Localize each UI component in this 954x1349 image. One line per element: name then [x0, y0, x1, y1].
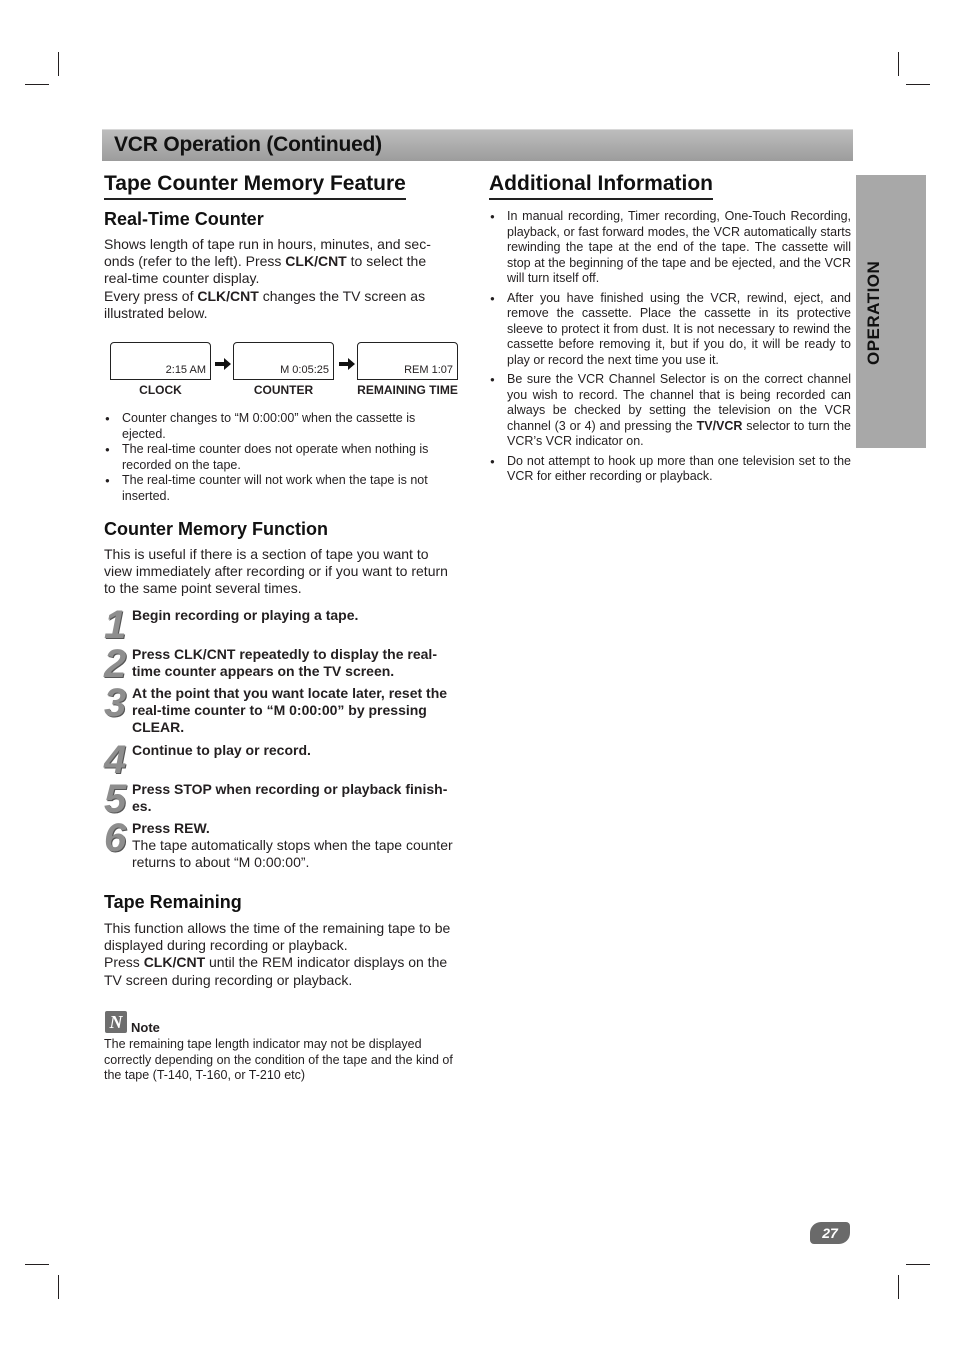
- additional-info-list: [489, 209, 851, 489]
- side-tab-label: OPERATION: [864, 260, 883, 366]
- step-number: 5: [104, 777, 125, 821]
- step-text: [132, 781, 467, 815]
- step-number: 2: [104, 642, 125, 686]
- text-line: Continue to play or record.: [132, 742, 311, 758]
- text-line: [104, 288, 474, 305]
- text-line: illustrated below.: [104, 304, 208, 321]
- screen-value: REM 1:07: [404, 364, 453, 376]
- arrow-right-icon: [215, 358, 231, 370]
- list-item: [489, 372, 851, 450]
- text-span: In manual recording, Timer recording, One-Touch Recording, playback, or fast forward modes, the VCR automatically starts rewinding the tape at the end of the tape. The cassette will stop at the beginning of the tape and be ejected, and the VCR will turn itself off.: [507, 209, 851, 285]
- text-span: changes the TV screen as: [258, 287, 426, 304]
- text-line: returns to about “M 0:00:00”.: [132, 854, 310, 871]
- tv-screen-counter: [233, 342, 334, 380]
- text-line: inserted.: [122, 488, 170, 503]
- crop-mark: [25, 84, 49, 85]
- heading-tape-remaining: Tape Remaining: [104, 892, 242, 912]
- list-item: [489, 291, 851, 369]
- note-icon: N: [105, 1011, 127, 1033]
- remaining-paragraph: [104, 920, 474, 989]
- text-span: Every press of: [104, 287, 198, 304]
- step-text: [132, 820, 467, 837]
- text-line: TV screen during recording or playback.: [104, 971, 353, 988]
- step-number: 1: [104, 603, 125, 647]
- text-line: Press REW.: [132, 820, 210, 836]
- step-text: [132, 742, 467, 759]
- screen-value: 2:15 AM: [165, 364, 206, 376]
- key-name: CLK/CNT: [197, 287, 259, 304]
- text-line: ● The real-time counter does not operate when nothing is: [122, 442, 429, 456]
- text-line: the tape (T-140, T-160, or T-210 etc): [104, 1068, 306, 1083]
- text-line: CLEAR.: [132, 719, 185, 736]
- text-line: real-time counter display.: [104, 270, 260, 287]
- text-line: view immediately after recording or if you want to return: [104, 563, 448, 580]
- crop-mark: [898, 1275, 899, 1299]
- real-time-paragraph: [104, 236, 474, 322]
- step-number: 4: [104, 738, 125, 782]
- text-line: The remaining tape length indicator may not be displayed: [104, 1037, 422, 1051]
- text-line: [104, 954, 474, 971]
- text-line: This function allows the time of the remaining tape to be: [104, 920, 451, 936]
- heading-real-time-counter: Real-Time Counter: [104, 209, 264, 229]
- step-text: [132, 685, 467, 737]
- banner-title: VCR Operation (Continued): [114, 133, 382, 156]
- list-item: [104, 411, 464, 442]
- text-line: Begin recording or playing a tape.: [132, 607, 359, 623]
- screen-value: M 0:05:25: [280, 364, 329, 376]
- section-banner: [102, 129, 853, 161]
- list-item: [489, 454, 851, 485]
- step-number: 6: [104, 816, 125, 860]
- crop-mark: [906, 84, 930, 85]
- tv-screen-clock: [110, 342, 211, 380]
- list-item: [104, 442, 464, 473]
- text-line: Press CLK/CNT repeatedly to display the real-: [132, 646, 437, 662]
- text-line: time counter appears on the TV screen.: [132, 663, 395, 680]
- text-span: After you have finished using the VCR, rewind, eject, and remove the cassette. Place the cassette in its protective sleeve to protect it from dust. It is not necessary to rewind the cassette before removing it, but if you do, it will be ready to play or record the next time you use it.: [507, 290, 851, 367]
- key-name: CLK/CNT: [285, 253, 347, 270]
- note-label: Note: [131, 1020, 160, 1035]
- screen-label-remaining: REMAINING TIME: [357, 383, 458, 397]
- text-span: to select the: [346, 253, 427, 270]
- screen-label-counter: COUNTER: [253, 383, 314, 397]
- screen-label-clock: CLOCK: [139, 383, 182, 397]
- text-span: selector to turn the VCR’s VCR indicator on.: [507, 418, 851, 448]
- text-span: until the REM indicator displays on the: [205, 954, 448, 971]
- key-name: TV/VCR: [696, 418, 743, 433]
- text-line: real-time counter to “M 0:00:00” by pressing: [132, 702, 427, 719]
- step-text: [132, 646, 467, 680]
- text-line: ● Counter changes to “M 0:00:00” when the cassette is: [122, 411, 416, 425]
- step-subtext: [132, 837, 472, 871]
- text-line: This is useful if there is a section of tape you want to: [104, 546, 429, 562]
- crop-mark: [906, 1264, 930, 1265]
- tv-screen-remaining: [357, 342, 458, 380]
- crop-mark: [58, 1275, 59, 1299]
- page-number: 27: [810, 1222, 850, 1244]
- text-span: Do not attempt to hook up more than one television set to the VCR for either recording or playback.: [507, 453, 851, 483]
- heading-tape-counter-memory: Tape Counter Memory Feature: [104, 171, 406, 200]
- heading-additional-information: Additional Information: [489, 171, 713, 200]
- text-line: to the same point several times.: [104, 580, 302, 597]
- crop-mark: [898, 52, 899, 76]
- text-line: ● The real-time counter will not work when the tape is not: [122, 473, 428, 487]
- text-line: [104, 253, 474, 270]
- text-line: correctly depending on the condition of the tape and the kind of: [104, 1052, 453, 1067]
- counter-notes-list: [104, 411, 464, 504]
- text-line: Press STOP when recording or playback finish-: [132, 781, 448, 797]
- text-span: Press: [104, 954, 144, 971]
- step-text: [132, 607, 467, 624]
- text-line: displayed during recording or playback.: [104, 937, 348, 954]
- list-item: [489, 209, 851, 287]
- arrow-right-icon: [339, 358, 355, 370]
- note-text: [104, 1037, 474, 1084]
- side-tab: [856, 175, 926, 448]
- text-line: ejected.: [122, 426, 166, 441]
- memory-paragraph: [104, 546, 474, 598]
- step-number: 3: [104, 681, 125, 725]
- text-line: recorded on the tape.: [122, 457, 241, 472]
- text-span: onds (refer to the left). Press: [104, 253, 286, 270]
- text-line: At the point that you want locate later, reset the: [132, 685, 448, 701]
- heading-counter-memory: Counter Memory Function: [104, 519, 328, 539]
- text-line: The tape automatically stops when the tape counter: [132, 837, 453, 853]
- list-item: [104, 473, 464, 504]
- text-line: es.: [132, 798, 152, 815]
- crop-mark: [58, 52, 59, 76]
- text-line: Shows length of tape run in hours, minutes, and sec-: [104, 236, 431, 252]
- text-span: Be sure the VCR Channel Selector is on the correct channel you wish to record. The channel that is being recorded can always be checked by setting the television on the VCR channel (3 or 4) and pressing the: [507, 372, 851, 433]
- crop-mark: [25, 1264, 49, 1265]
- key-name: CLK/CNT: [143, 954, 206, 971]
